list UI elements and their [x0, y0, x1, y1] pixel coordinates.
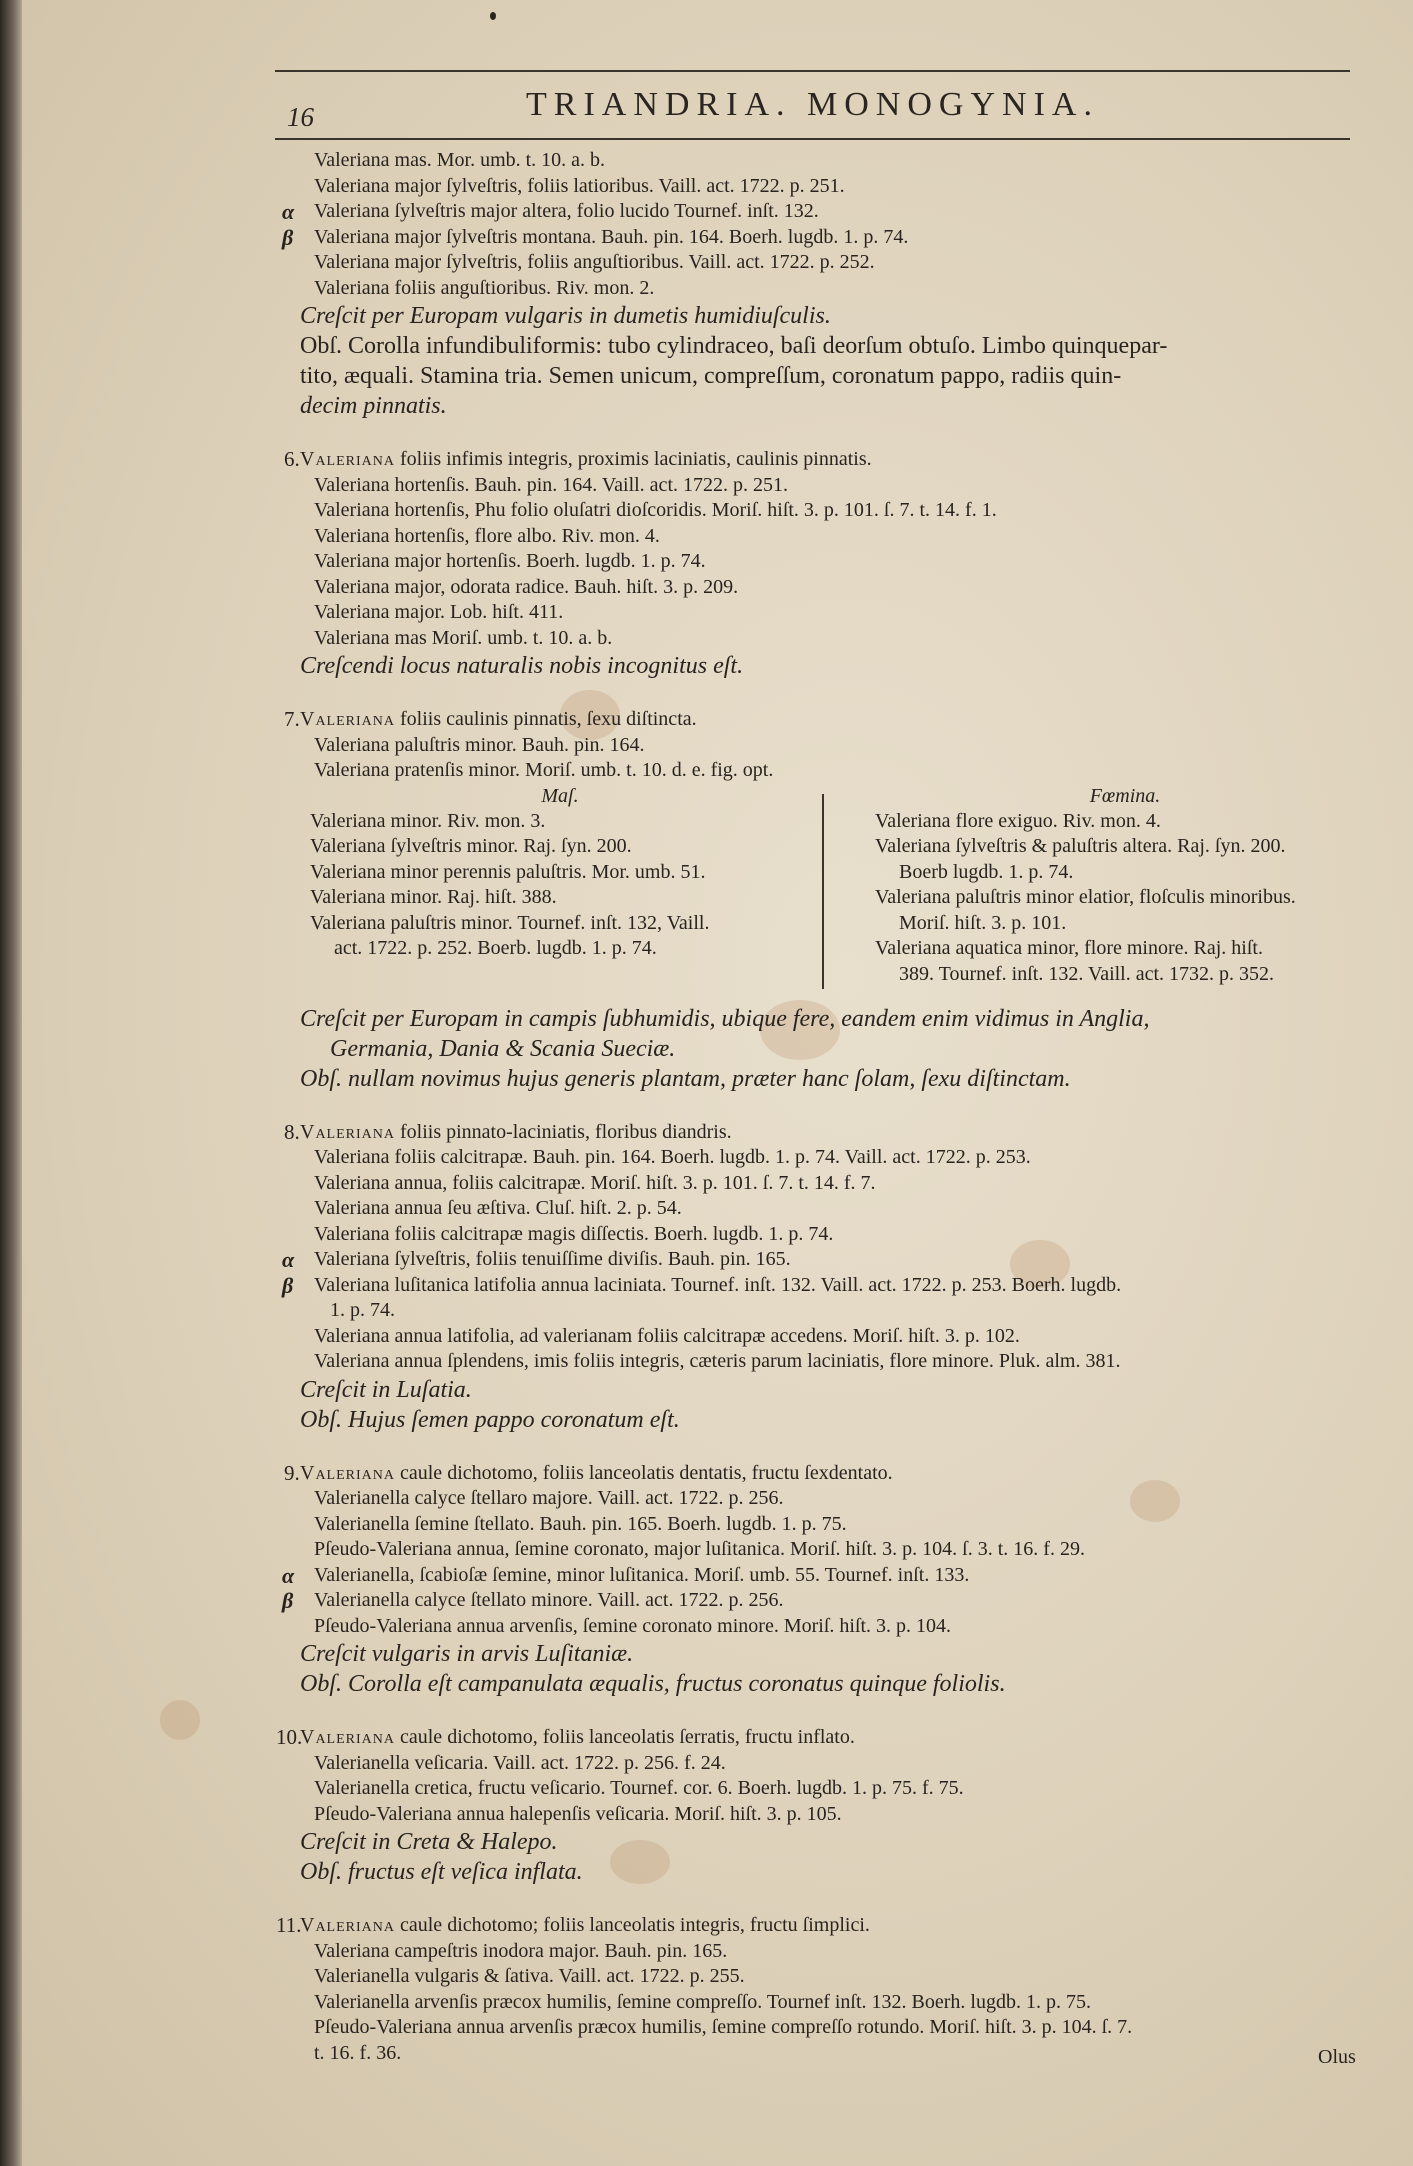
- synonym-line: Valerianella vulgaris & ſativa. Vaill. act. 1722. p. 255.: [314, 1965, 745, 1987]
- ink-speck: [490, 12, 496, 20]
- synonym-line: Valeriana ſylveſtris minor. Raj. ſyn. 200.: [310, 835, 632, 857]
- habitat-note: Creſcendi locus naturalis nobis incognitus eſt.: [300, 653, 744, 679]
- synonym-line: Valeriana annua, foliis calcitrapæ. Moriſ. hiſt. 3. p. 101. ſ. 7. t. 14. f. 7.: [314, 1171, 876, 1194]
- synonym-line: Valeriana campeſtris inodora major. Bauh. pin. 165.: [314, 1939, 728, 1962]
- observation-note: Obſ. Corolla eſt campanulata æqualis, fructus coronatus quinque foliolis.: [300, 1671, 1006, 1697]
- species-heading: 7. Valeriana foliis caulinis pinnatis, ſexu diſtincta.: [284, 707, 697, 731]
- column-divider: [822, 794, 824, 989]
- synonym-line: Pſeudo-Valeriana annua arvenſis præcox humilis, ſemine compreſſo rotundo. Moriſ. hiſt. 3. p. 104. ſ. 7.: [314, 2016, 1133, 2038]
- female-column: [875, 784, 1375, 988]
- page-number: 16: [287, 102, 314, 132]
- synonym-line: Valerianella veſicaria. Vaill. act. 1722. p. 256. f. 24.: [314, 1751, 726, 1774]
- habitat-note: Creſcit per Europam in campis ſubhumidis, ubique fere, eandem enim vidimus in Anglia,: [300, 1005, 1150, 1032]
- synonym-line: Valeriana minor. Raj. hiſt. 388.: [310, 886, 557, 908]
- synonym-line: Pſeudo-Valeriana annua, ſemine coronato, major luſitanica. Moriſ. hiſt. 3. p. 104. ſ. 3. t. 16. f. 29.: [314, 1538, 1085, 1560]
- synonym-line: Valeriana hortenſis. Bauh. pin. 164. Vaill. act. 1722. p. 251.: [314, 473, 788, 496]
- habitat-note: Creſcit vulgaris in arvis Luſitaniæ.: [300, 1641, 634, 1667]
- habitat-note: Creſcit per Europam vulgaris in dumetis humidiuſculis.: [300, 303, 831, 329]
- synonym-line: α Valeriana ſylveſtris, foliis tenuiſſime diviſis. Bauh. pin. 165.: [282, 1247, 791, 1272]
- synonym-line: Valerianella ſemine ſtellato. Bauh. pin. 165. Boerh. lugdb. 1. p. 75.: [314, 1512, 847, 1535]
- species-heading: 9. Valeriana caule dichotomo, foliis lanceolatis dentatis, fructu ſexdentato.: [284, 1460, 893, 1485]
- synonym-line: Valeriana mas. Mor. umb. t. 10. a. b.: [314, 149, 606, 171]
- synonym-line: Valerianella arvenſis præcox humilis, ſemine compreſſo. Tournef inſt. 132. Boerh. lugdb. 1. p. 75.: [314, 1990, 1091, 2013]
- running-header: [275, 70, 1350, 140]
- synonym-line: Valeriana major. Lob. hiſt. 411.: [314, 601, 564, 623]
- observation-note: decim pinnatis.: [300, 393, 447, 419]
- sex-columns: [300, 784, 1370, 1004]
- page-gutter: [0, 0, 22, 2166]
- running-title: TRIANDRIA. MONOGYNIA.: [526, 86, 1099, 123]
- beta-mark: β: [282, 224, 294, 250]
- synonym-line: Valeriana major hortenſis. Boerh. lugdb. 1. p. 74.: [314, 550, 706, 572]
- observation-note: Obſ. fructus eſt veſica inflata.: [300, 1859, 583, 1885]
- habitat-note: Germania, Dania & Scania Sueciæ.: [330, 1035, 676, 1062]
- synonym-line: Valeriana mas Moriſ. umb. t. 10. a. b.: [314, 626, 613, 649]
- synonym-line: Valeriana annua latifolia, ad valerianam foliis calcitrapæ accedens. Moriſ. hiſt. 3. p. 102.: [314, 1324, 1020, 1347]
- species-heading: 8. Valeriana foliis pinnato-laciniatis, floribus diandris.: [284, 1119, 732, 1144]
- synonym-line: Moriſ. hiſt. 3. p. 101.: [899, 911, 1067, 934]
- alpha-mark: α: [282, 1562, 295, 1588]
- beta-mark: β: [282, 1588, 294, 1613]
- foxing-spot: [160, 1700, 200, 1740]
- synonym-line: Valeriana foliis calcitrapæ magis diſſectis. Boerh. lugdb. 1. p. 74.: [314, 1222, 834, 1245]
- synonym-line: Boerb lugdb. 1. p. 74.: [899, 860, 1074, 883]
- synonym-line: Valeriana flore exiguo. Riv. mon. 4.: [875, 809, 1161, 832]
- observation-note: Obſ. nullam novimus hujus generis plantam, præter hanc ſolam, ſexu diſtinctam.: [300, 1065, 1071, 1092]
- synonym-line: Pſeudo-Valeriana annua arvenſis, ſemine coronato minore. Moriſ. hiſt. 3. p. 104.: [314, 1614, 952, 1637]
- synonym-line: Valeriana paluſtris minor. Bauh. pin. 164.: [314, 733, 645, 756]
- observation-note: tito, æquali. Stamina tria. Semen unicum, compreſſum, coronatum pappo, radiis quin-: [300, 363, 1122, 389]
- synonym-line: Valeriana major, odorata radice. Bauh. hiſt. 3. p. 209.: [314, 575, 739, 598]
- synonym-line: Valeriana paluſtris minor. Tournef. inſt. 132, Vaill.: [310, 911, 710, 934]
- synonym-line: Valerianella cretica, fructu veſicario. Tournef. cor. 6. Boerh. lugdb. 1. p. 75. f. 75.: [314, 1777, 964, 1799]
- synonym-line: β Valerianella calyce ſtellato minore. Vaill. act. 1722. p. 256.: [282, 1588, 784, 1613]
- synonym-line: 1. p. 74.: [330, 1299, 395, 1321]
- species-heading: 11. Valeriana caule dichotomo; foliis lanceolatis integris, fructu ſimplici.: [276, 1913, 870, 1937]
- synonym-line: Valeriana annua ſplendens, imis foliis integris, cæteris parum laciniatis, flore minore. Pluk. alm. 381.: [314, 1350, 1121, 1372]
- observation-note: Obſ. Hujus ſemen pappo coronatum eſt.: [300, 1406, 680, 1433]
- synonym-line: Pſeudo-Valeriana annua halepenſis veſicaria. Moriſ. hiſt. 3. p. 105.: [314, 1802, 842, 1825]
- male-heading: Maſ.: [541, 784, 579, 807]
- synonym-line: Valeriana ſylveſtris & paluſtris altera. Raj. ſyn. 200.: [875, 835, 1286, 857]
- synonym-line: Valeriana minor perennis paluſtris. Mor. umb. 51.: [310, 860, 706, 883]
- alpha-mark: α: [282, 1247, 295, 1272]
- synonym-line: α Valerianella, ſcabioſæ ſemine, minor luſitanica. Moriſ. umb. 55. Tournef. inſt. 133.: [282, 1562, 970, 1588]
- synonym-line: Valeriana foliis anguſtioribus. Riv. mon. 2.: [314, 276, 655, 299]
- observation-note: Obſ. Corolla infundibuliformis: tubo cylindraceo, baſi deorſum obtuſo. Limbo quinquepar-: [300, 333, 1168, 359]
- synonym-line: β Valeriana luſitanica latifolia annua laciniata. Tournef. inſt. 132. Vaill. act. 1722. p. 253. Boerh. lugdb.: [282, 1272, 1122, 1298]
- synonym-line: Valeriana hortenſis, Phu folio oluſatri dioſcoridis. Moriſ. hiſt. 3. p. 101. ſ. 7. t. 14. f. 1.: [314, 499, 997, 521]
- synonym-line: Valeriana pratenſis minor. Moriſ. umb. t. 10. d. e. fig. opt.: [314, 759, 774, 781]
- habitat-note: Creſcit in Luſatia.: [300, 1376, 472, 1403]
- synonym-line: 389. Tournef. inſt. 132. Vaill. act. 1732. p. 352.: [899, 962, 1275, 985]
- synonym-line: Valeriana hortenſis, flore albo. Riv. mon. 4.: [314, 524, 660, 547]
- synonym-line: Valeriana major ſylveſtris, foliis anguſtioribus. Vaill. act. 1722. p. 252.: [314, 251, 875, 273]
- synonym-line: act. 1722. p. 252. Boerb. lugdb. 1. p. 74.: [334, 937, 657, 959]
- synonym-line: Valerianella calyce ſtellaro majore. Vaill. act. 1722. p. 256.: [314, 1487, 784, 1509]
- synonym-line: Valeriana paluſtris minor elatior, floſculis minoribus.: [875, 886, 1296, 908]
- synonym-line: Valeriana annua ſeu æſtiva. Cluſ. hiſt. 2. p. 54.: [314, 1197, 682, 1219]
- page-body: [276, 148, 1370, 2066]
- species-heading: 10. Valeriana caule dichotomo, foliis lanceolatis ſerratis, fructu inflato.: [276, 1725, 855, 1749]
- synonym-line: Valeriana major ſylveſtris, foliis latioribus. Vaill. act. 1722. p. 251.: [314, 174, 845, 197]
- female-heading: Fœmina.: [1089, 784, 1161, 807]
- synonym-line: β Valeriana major ſylveſtris montana. Bauh. pin. 164. Boerh. lugdb. 1. p. 74.: [282, 224, 909, 250]
- synonym-line: α Valeriana ſylveſtris major altera, folio lucido Tournef. inſt. 132.: [282, 199, 819, 224]
- habitat-note: Creſcit in Creta & Halepo.: [300, 1829, 558, 1855]
- synonym-line: Valeriana foliis calcitrapæ. Bauh. pin. 164. Boerh. lugdb. 1. p. 74. Vaill. act. 1722. p. 253.: [314, 1146, 1031, 1168]
- male-column: [310, 784, 810, 962]
- species-heading: 6. Valeriana foliis infimis integris, proximis laciniatis, caulinis pinnatis.: [284, 447, 872, 471]
- synonym-line: t. 16. f. 36.: [314, 2041, 402, 2064]
- catchword: Olus: [1318, 2046, 1356, 2068]
- synonym-line: Valeriana minor. Riv. mon. 3.: [310, 809, 546, 832]
- beta-mark: β: [282, 1272, 294, 1298]
- alpha-mark: α: [282, 199, 295, 224]
- synonym-line: Valeriana aquatica minor, flore minore. Raj. hiſt.: [875, 937, 1263, 959]
